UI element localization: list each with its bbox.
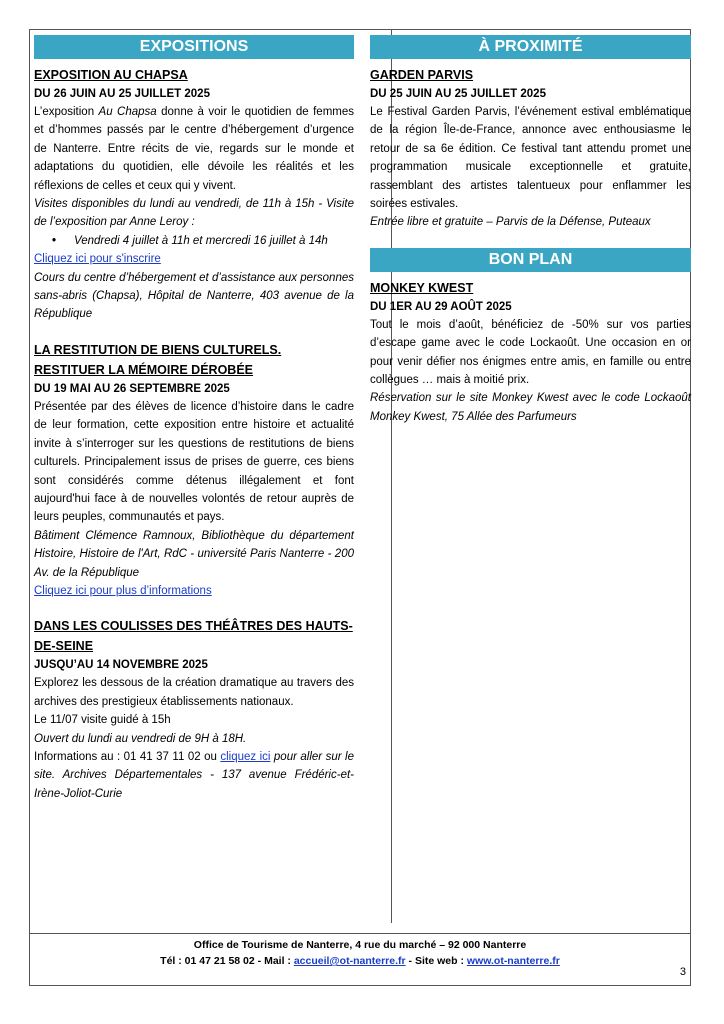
page-frame [29, 29, 691, 986]
event-desc-monkey-kwest: Tout le mois d’août, bénéficiez de -50% sur vos parties d’escape game avec le code Lockaoût. Une occasion en or pour venir défier nos énigmes entre amis, en famille ou entre collègues … mais à moitié prix. [370, 318, 691, 387]
footer-address: Office de Tourisme de Nanterre, 4 rue du marché – 92 000 Nanterre [193, 939, 527, 951]
more-info-link[interactable]: Cliquez ici pour plus d’informations [34, 584, 212, 597]
page-number: 3 [679, 966, 686, 978]
event-date-restitution: DU 19 MAI AU 26 SEPTEMBRE 2025 [34, 382, 230, 395]
event-date-monkey-kwest: DU 1ER AU 29 AOÛT 2025 [370, 300, 512, 313]
bon-plan-banner: BON PLAN [370, 248, 691, 272]
footer-contact: Tél : 01 47 21 58 02 - Mail : accueil@ot-nanterre.fr - Site web : www.ot-nanterre.fr [160, 955, 560, 967]
event-date-chapsa: DU 26 JUIN AU 25 JUILLET 2025 [34, 88, 210, 100]
expositions-banner: EXPOSITIONS [34, 35, 354, 59]
right-column [370, 35, 691, 426]
event-date-garden-parvis: DU 25 JUIN AU 25 JUILLET 2025 [370, 88, 546, 100]
event-desc-theatres: Explorez les dessous de la création dramatique au travers des archives des prestigieux établissements nationaux. [34, 677, 354, 708]
list-item: • Vendredi 4 juillet à 11h et mercredi 16 juillet à 14h [52, 234, 328, 247]
event-desc-chapsa: L’exposition Au Chapsa donne à voir le quotidien de femmes et d’hommes passés par le centre d’hébergement d’urgence de Nanterre. Entre récits de vie, regards sur le monde et adaptations du quotidien, elle dévoile les réalités et les réflexions de celles et ceux qui y vivent. [34, 106, 355, 192]
event-title-chapsa: EXPOSITION AU CHAPSA [34, 68, 188, 82]
event-info-theatres: Informations au : 01 41 37 11 02 ou cliquez ici pour aller sur le site. Archives Départementales - 137 avenue Frédéric-et-Irène-Joliot-Curie [34, 750, 354, 800]
register-link[interactable]: Cliquez ici pour s'inscrire [34, 253, 161, 266]
event-place-monkey-kwest: Réservation sur le site Monkey Kwest avec le code Lockaoût Monkey Kwest, 75 Allée des Parfumeurs [370, 392, 691, 423]
event-place-chapsa: Cours du centre d’hébergement et d’assistance aux personnes sans-abris (Chapsa), Hôpital de Nanterre, 403 avenue de la République [34, 271, 354, 321]
event-date-theatres: JUSQU’AU 14 NOVEMBRE 2025 [34, 659, 208, 672]
event-title-restitution: LA RESTITUTION DE BIENS CULTURELS. RESTITUER LA MÉMOIRE DÉROBÉE [34, 342, 282, 377]
event-hours-theatres: Ouvert du lundi au vendredi de 9H à 18H. [34, 732, 247, 745]
event-visit-theatres: Le 11/07 visite guidé à 15h [34, 714, 171, 727]
proximite-banner: À PROXIMITÉ [370, 35, 691, 59]
event-desc-garden-parvis: Le Festival Garden Parvis, l’événement estival emblématique de la région Île-de-France, annonce avec enthousiasme le retour de sa 6e édition. Ce festival tant attendu promet une programmation musicale exceptionnelle et gratuite, rassemblant des artistes talentueux pour enflammer les soirées estivales. [370, 106, 691, 211]
event-title-garden-parvis: GARDEN PARVIS [370, 68, 474, 82]
email-link[interactable]: accueil@ot-nanterre.fr [293, 955, 406, 967]
event-place-restitution: Bâtiment Clémence Ramnoux, Bibliothèque du département Histoire, Histoire de l'Art, RdC - université Paris Nanterre - 200 Av. de la République [34, 529, 354, 579]
event-title-monkey-kwest: MONKEY KWEST [370, 280, 474, 295]
event-place-garden-parvis: Entrée libre et gratuite – Parvis de la Défense, Puteaux [370, 216, 651, 229]
event-visits-chapsa: Visites disponibles du lundi au vendredi, de 11h à 15h - Visite de l’exposition par Anne Leroy : [34, 198, 354, 229]
event-desc-restitution: Présentée par des élèves de licence d’histoire dans le cadre de leur formation, cette exposition entre histoire et actualité invite à s’interroger sur les questions de restitutions de biens culturels. Principalement issus de prises de guerre, ces biens sont considérés comme détenus illégalement et font aujourd'hui face à de nouvelles volontés de retour auprès de leurs peuples, communautés et pays. [34, 400, 354, 524]
event-title-theatres: DANS LES COULISSES DES THÉÂTRES DES HAUTS-DE-SEINE [34, 619, 353, 654]
footer [30, 937, 690, 969]
left-column [34, 35, 354, 803]
website-link[interactable]: www.ot-nanterre.fr [466, 955, 560, 967]
site-link[interactable]: cliquez ici [220, 750, 271, 763]
footer-divider [30, 933, 690, 934]
